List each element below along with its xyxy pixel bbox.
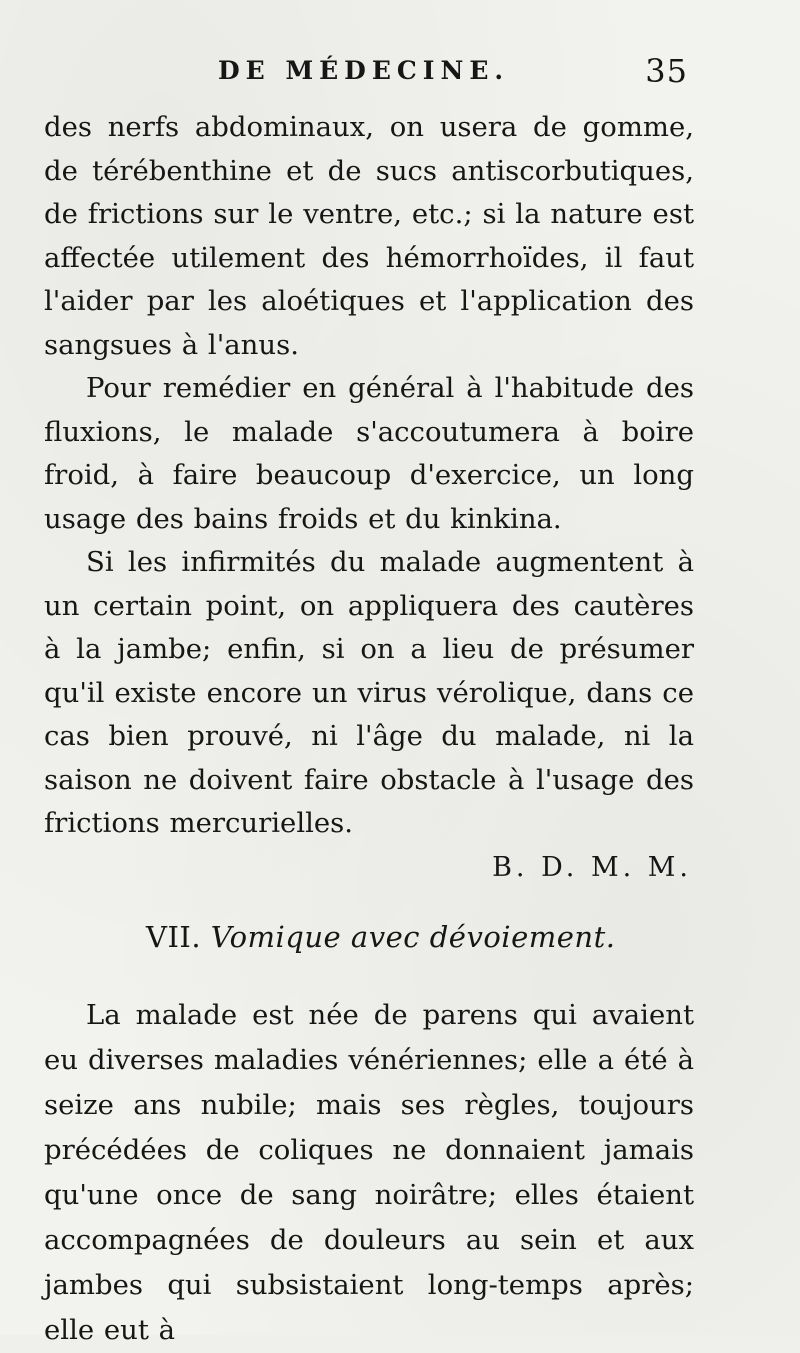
- section-number: VII.: [146, 920, 202, 954]
- page-header: [0, 52, 800, 96]
- paragraph: Si les infirmités du malade augmentent à un certain point, on appliquera des cautères à la jambe; enfin, si on a lieu de présumer qu'il existe encore un virus vérolique, dans ce cas bien prouvé, ni l'âge du malade, ni la saison ne doivent faire obstacle à l'usage des frictions mercurielles.: [44, 546, 694, 839]
- page-number: 35: [645, 52, 688, 90]
- section-text-block: [44, 993, 694, 1353]
- running-head: DE MÉDECINE.: [218, 56, 510, 85]
- paragraph: Pour remédier en général à l'habitude des fluxions, le malade s'accoutumera à boire froid, à faire beaucoup d'exercice, un long usage des bains froids et du kinkina.: [44, 372, 694, 535]
- section-heading: [146, 920, 615, 954]
- section-title: Vomique avec dévoiement.: [210, 920, 616, 954]
- paragraph: La malade est née de parens qui avaient eu diverses maladies vénériennes; elle a été à seize ans nubile; mais ses règles, toujours précédées de coliques ne donnaient jamais qu'une once de sang noirâtre; elles étaient accompagnées de douleurs au sein et aux jambes qui subsistaient long-temps après; elle eut à: [44, 999, 694, 1346]
- paragraph: des nerfs abdominaux, on usera de gomme, de térébenthine et de sucs antiscorbutiques, de frictions sur le ventre, etc.; si la nature est affectée utilement des hémorrhoïdes, il faut l'aider par les aloétiques et l'application des sangsues à l'anus.: [44, 111, 694, 361]
- body-text-block: [44, 106, 694, 846]
- author-signature: B. D. M. M.: [492, 852, 692, 883]
